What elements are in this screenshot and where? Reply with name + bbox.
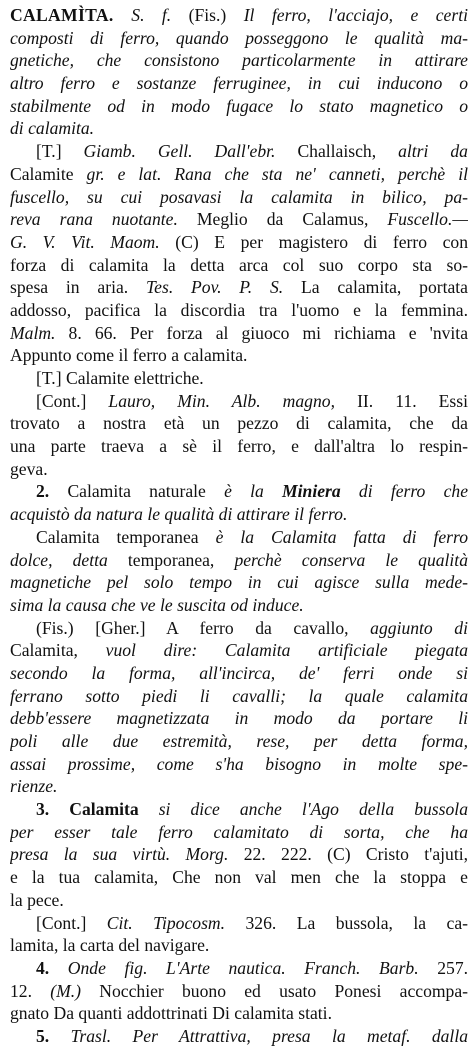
text-run: Appunto come il ferro a calamita. — [10, 345, 248, 366]
text-line — [10, 662, 468, 685]
text-run: Trasl. Per Attrattiva, presa la metaf. dalla — [70, 1025, 468, 1046]
text-run: dolce, detta — [10, 549, 128, 570]
text-line — [10, 322, 468, 345]
text-run: aggiunto di — [370, 617, 468, 638]
text-line — [10, 117, 468, 140]
text-line — [10, 95, 468, 118]
text-line — [10, 412, 468, 435]
text-line — [10, 231, 468, 254]
text-run: gr. e lat. Rana che sta ne' canneti, perchè il — [86, 163, 468, 184]
text-run: Meglio da Calamus, — [196, 209, 388, 230]
text-run: S. f. — [131, 5, 189, 25]
text-line — [10, 775, 468, 798]
dictionary-entry-calamita — [10, 4, 468, 1048]
text-line — [10, 866, 468, 889]
text-run: 4. — [36, 957, 68, 978]
text-run: acquistò da natura le qualità di attirare il ferro. — [10, 504, 348, 525]
text-run: stabilmente od in modo fugace lo stato magnetico o — [10, 95, 468, 116]
text-run: secondo la forma, all'incirca, de' ferri onde si — [10, 662, 468, 683]
text-run: Lauro, Min. Alb. magno, — [108, 390, 358, 411]
text-line — [10, 480, 468, 503]
text-line — [10, 367, 468, 390]
text-line — [10, 163, 468, 186]
text-run: debb'essere magnetizzata in modo da portare li — [10, 708, 468, 729]
text-run: vuol dire: Calamita artificiale piegata — [105, 640, 468, 661]
text-run: Malm. — [10, 322, 69, 343]
text-line — [10, 299, 468, 322]
text-run: Onde fig. L'Arte nautica. Franch. Barb. — [67, 957, 438, 978]
text-line — [10, 934, 468, 957]
text-run: temporanea, — [127, 549, 235, 570]
text-run: geva. — [10, 458, 48, 479]
text-line — [10, 549, 468, 572]
text-run: CALAMÌTA. — [10, 5, 132, 25]
text-line — [10, 503, 468, 526]
text-run: Cit. Tipocosm. — [106, 912, 246, 933]
text-run: gnetiche, che consistono particolarmente in attirare — [10, 50, 468, 71]
text-line — [10, 980, 468, 1003]
text-run: [T.] Calamite elettriche. — [36, 368, 204, 388]
text-run: 5. — [36, 1025, 71, 1046]
text-run: Miniera — [282, 481, 359, 502]
text-line — [10, 843, 468, 866]
text-run: di calamita. — [10, 118, 95, 139]
text-run: 326. La bussola, la ca- — [245, 912, 468, 933]
text-run: 257. — [437, 957, 468, 978]
text-run: si dice anche l'Ago della bussola — [158, 799, 468, 820]
text-line — [10, 4, 468, 27]
text-run: addosso, pacifica la discordia tra l'uomo e la femmina. — [10, 299, 468, 320]
text-run: è la Calamita fatta di ferro — [215, 526, 468, 547]
text-run: altri da — [398, 141, 468, 162]
text-line — [10, 753, 468, 776]
text-run: una parte traeva a sè il ferro, e dall'altra lo respin- — [10, 436, 468, 457]
text-run: rienze. — [10, 776, 58, 797]
text-line — [10, 571, 468, 594]
text-line — [10, 957, 468, 980]
text-run: Fuscello.— — [387, 209, 468, 230]
text-run: perchè conserva le qualità — [234, 549, 468, 570]
text-line — [10, 889, 468, 912]
text-line — [10, 594, 468, 617]
text-run: lamita, la carta del navigare. — [10, 935, 210, 956]
text-run: (C) E per magistero di ferro con — [175, 231, 468, 252]
text-run: ferrano sotto piedi li cavalli; la quale calamita — [10, 685, 468, 706]
text-run: Giamb. Gell. Dall'ebr. — [83, 141, 298, 162]
text-line — [10, 186, 468, 209]
text-run: forza di calamita la detta arca col suo corpo sta so- — [10, 254, 468, 275]
text-line — [10, 276, 468, 299]
text-line — [10, 707, 468, 730]
text-run: fuscello, su cui posavasi la calamita in bilico, pa- — [10, 186, 468, 207]
text-line — [10, 435, 468, 458]
text-run: assai prossime, come s'ha bisogno in molte spe- — [10, 753, 468, 774]
text-run: gnato Da quanti addottrinati Di calamita stati. — [10, 1003, 332, 1024]
text-run: Tes. Pov. P. S. — [146, 277, 301, 298]
text-line — [10, 617, 468, 640]
text-run: reva rana nuotante. — [10, 209, 197, 230]
text-run: sima la causa che ve le suscita od induce. — [10, 594, 304, 615]
text-line — [10, 798, 468, 821]
text-line — [10, 821, 468, 844]
text-run: 2. — [36, 481, 68, 502]
text-run: Il ferro, l'acciajo, e certi — [243, 5, 468, 25]
text-line — [10, 526, 468, 549]
text-run: Calamita, — [10, 640, 106, 661]
text-run: II. 11. Essi — [357, 390, 468, 411]
text-run: altro ferro e sostanze ferruginee, in cui inducono o — [10, 73, 468, 94]
text-line — [10, 254, 468, 277]
text-run: [Cont.] — [36, 912, 107, 933]
text-line — [10, 344, 468, 367]
text-line — [10, 140, 468, 163]
text-line — [10, 208, 468, 231]
text-run: (Fis.) [Gher.] A ferro da cavallo, — [36, 617, 371, 638]
text-run: 12. — [10, 980, 51, 1001]
text-run: spesa in aria. — [10, 277, 146, 298]
text-line — [10, 49, 468, 72]
text-line — [10, 27, 468, 50]
text-run: [Cont.] — [36, 390, 109, 411]
text-run: (Fis.) — [188, 5, 244, 25]
text-line — [10, 730, 468, 753]
text-line — [10, 72, 468, 95]
text-run: La calamita, portata — [300, 277, 468, 298]
text-run: per esser tale ferro calamitato di sorta, che ha — [10, 821, 468, 842]
text-line — [10, 1002, 468, 1025]
text-run: la pece. — [10, 889, 64, 910]
text-run: e la tua calamita, Che non val men che la stoppa e — [10, 867, 468, 888]
text-run: composti di ferro, quando posseggono le qualità ma- — [10, 27, 468, 48]
text-run: 3. Calamita — [36, 799, 159, 820]
text-run: G. V. Vit. Maom. — [10, 231, 176, 252]
text-run: 8. 66. Per forza al giuoco mi richiama e 'nvita — [68, 322, 468, 343]
text-line — [10, 639, 468, 662]
text-line — [10, 912, 468, 935]
text-run: 22. 222. (C) Cristo t'ajuti, — [243, 844, 468, 865]
text-run: Calamita temporanea — [36, 526, 216, 547]
text-run: Challaisch, — [297, 141, 399, 162]
text-line — [10, 685, 468, 708]
text-run: di ferro che — [358, 481, 468, 502]
text-run: Nocchier buono ed usato Ponesi accompa- — [99, 980, 468, 1001]
text-run: presa la sua virtù. Morg. — [10, 844, 244, 865]
text-run: Calamita naturale — [67, 481, 225, 502]
text-run: poli alle due estremità, rese, per detta forma, — [10, 731, 468, 751]
text-run: Calamite — [10, 163, 87, 184]
text-run: magnetiche pel solo tempo in cui agisce sulla mede- — [10, 572, 468, 593]
text-run: (M.) — [50, 980, 100, 1001]
text-run: [T.] — [36, 141, 84, 162]
text-run: trovato a nostra età un pezzo di calamita, che da — [10, 413, 468, 434]
text-run: è la — [224, 481, 283, 502]
text-line — [10, 1025, 468, 1048]
text-line — [10, 458, 468, 481]
text-line — [10, 390, 468, 413]
